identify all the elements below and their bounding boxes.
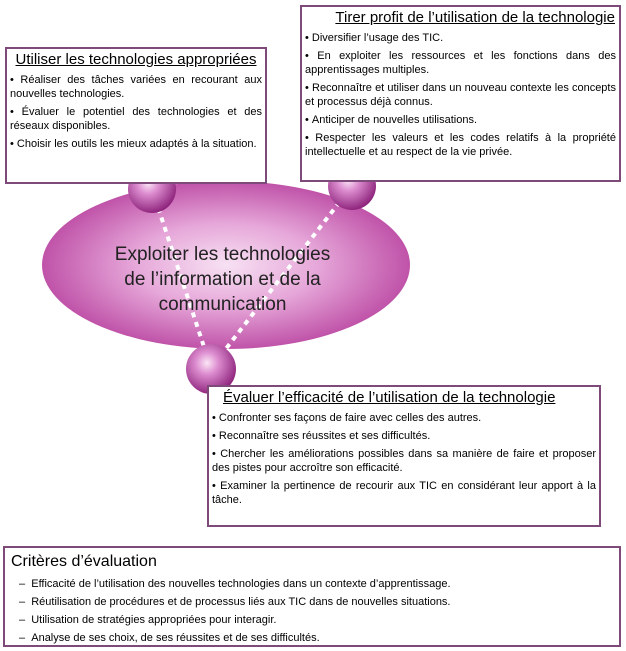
list-item: • Reconnaître ses réussites et ses difficultés. bbox=[209, 429, 599, 443]
box-use-appropriate-technologies bbox=[5, 47, 267, 184]
box-title: Utiliser les technologies appropriées bbox=[15, 51, 257, 68]
list-item: • Évaluer le potentiel des technologies et des réseaux disponibles. bbox=[7, 105, 265, 133]
box-evaluation-criteria bbox=[3, 546, 621, 647]
list-item: • Reconnaître et utiliser dans un nouveau contexte les concepts et processus déjà connus. bbox=[302, 81, 619, 109]
criteria-list bbox=[5, 577, 619, 645]
box-title: Tirer profit de l’utilisation de la technologie bbox=[335, 9, 615, 26]
list-item: • Respecter les valeurs et les codes relatifs à la propriété intellectuelle et au respect de la vie privée. bbox=[302, 131, 619, 159]
item-list bbox=[302, 31, 619, 159]
list-item: • En exploiter les ressources et les fonctions dans des apprentissages multiples. bbox=[302, 49, 619, 77]
list-item: • Réaliser des tâches variées en recourant aux nouvelles technologies. bbox=[7, 73, 265, 101]
box-benefit-from-technology bbox=[300, 5, 621, 182]
item-list bbox=[7, 73, 265, 151]
box-evaluate-efficiency bbox=[207, 385, 601, 527]
central-label-line-1: Exploiter les technologies bbox=[114, 244, 331, 265]
list-item: • Chercher les améliorations possibles dans sa manière de faire et proposer des pistes pour accroître son efficacité. bbox=[209, 447, 599, 475]
central-label-line-2: de l’information et de la bbox=[124, 269, 321, 290]
criteria-item: – Efficacité de l’utilisation des nouvelles technologies dans un contexte d’apprentissage. bbox=[5, 577, 619, 591]
criteria-item: – Utilisation de stratégies appropriées pour interagir. bbox=[5, 613, 619, 627]
central-label-line-3: communication bbox=[158, 294, 287, 315]
criteria-title: Critères d’évaluation bbox=[11, 553, 157, 570]
list-item: • Anticiper de nouvelles utilisations. bbox=[302, 113, 619, 127]
central-label bbox=[95, 242, 350, 317]
criteria-item: – Analyse de ses choix, de ses réussites et de ses difficultés. bbox=[5, 631, 619, 645]
list-item: • Diversifier l’usage des TIC. bbox=[302, 31, 619, 45]
list-item: • Confronter ses façons de faire avec celles des autres. bbox=[209, 411, 599, 425]
list-item: • Examiner la pertinence de recourir aux TIC en considérant leur apport à la tâche. bbox=[209, 479, 599, 507]
item-list bbox=[209, 411, 599, 507]
criteria-item: – Réutilisation de procédures et de processus liés aux TIC dans de nouvelles situations. bbox=[5, 595, 619, 609]
list-item: • Choisir les outils les mieux adaptés à la situation. bbox=[7, 137, 265, 151]
box-title: Évaluer l’efficacité de l’utilisation de la technologie bbox=[223, 389, 556, 406]
